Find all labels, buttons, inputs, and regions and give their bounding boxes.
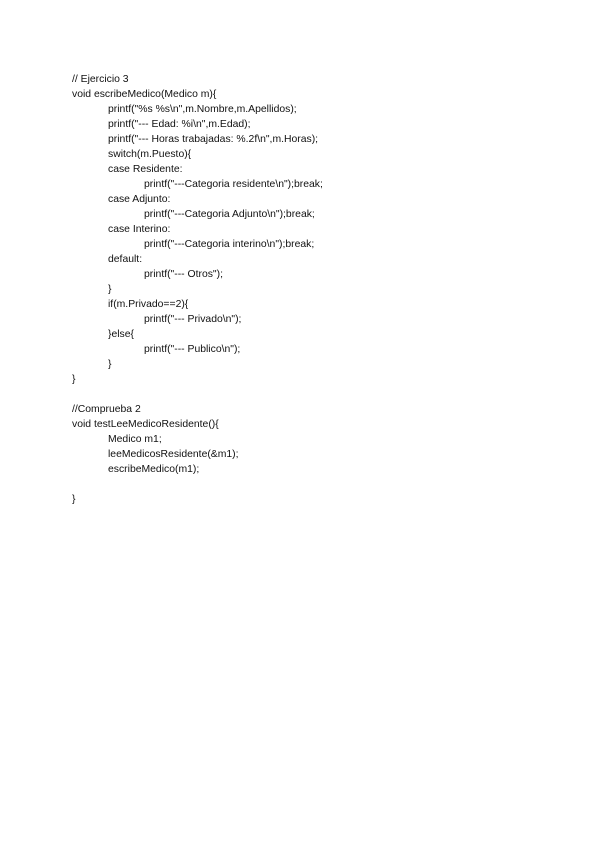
code-line: printf("---Categoria residente\n");break; (144, 179, 323, 190)
code-line: printf("---Categoria Adjunto\n");break; (144, 209, 315, 220)
code-line: Medico m1; (108, 434, 162, 445)
code-line: switch(m.Puesto){ (108, 149, 192, 160)
code-line: } (72, 374, 76, 385)
code-line: } (108, 359, 112, 370)
code-listing (72, 72, 542, 507)
code-line: } (108, 284, 112, 295)
code-line: void testLeeMedicoResidente(){ (72, 419, 219, 430)
code-line: printf("%s %s\n",m.Nombre,m.Apellidos); (108, 104, 297, 115)
code-line: if(m.Privado==2){ (108, 299, 189, 310)
code-line: escribeMedico(m1); (108, 464, 200, 475)
code-line: case Interino: (108, 224, 171, 235)
code-line: default: (108, 254, 143, 265)
code-line: printf("--- Publico\n"); (144, 344, 241, 355)
code-line: leeMedicosResidente(&m1); (108, 449, 239, 460)
code-line: printf("--- Edad: %i\n",m.Edad); (108, 119, 251, 130)
code-line: case Adjunto: (108, 194, 171, 205)
code-line: } (72, 494, 76, 505)
code-line: printf("--- Otros"); (144, 269, 223, 280)
code-line: printf("--- Horas trabajadas: %.2f\n",m.Horas); (108, 134, 319, 145)
code-line: }else{ (108, 329, 135, 340)
code-line: // Ejercicio 3 (72, 74, 129, 85)
code-line (72, 477, 542, 492)
code-line (72, 387, 542, 402)
code-line: printf("---Categoria interino\n");break; (144, 239, 315, 250)
code-line: void escribeMedico(Medico m){ (72, 89, 217, 100)
code-line: printf("--- Privado\n"); (144, 314, 242, 325)
code-line: case Residente: (108, 164, 183, 175)
code-line: //Comprueba 2 (72, 404, 141, 415)
